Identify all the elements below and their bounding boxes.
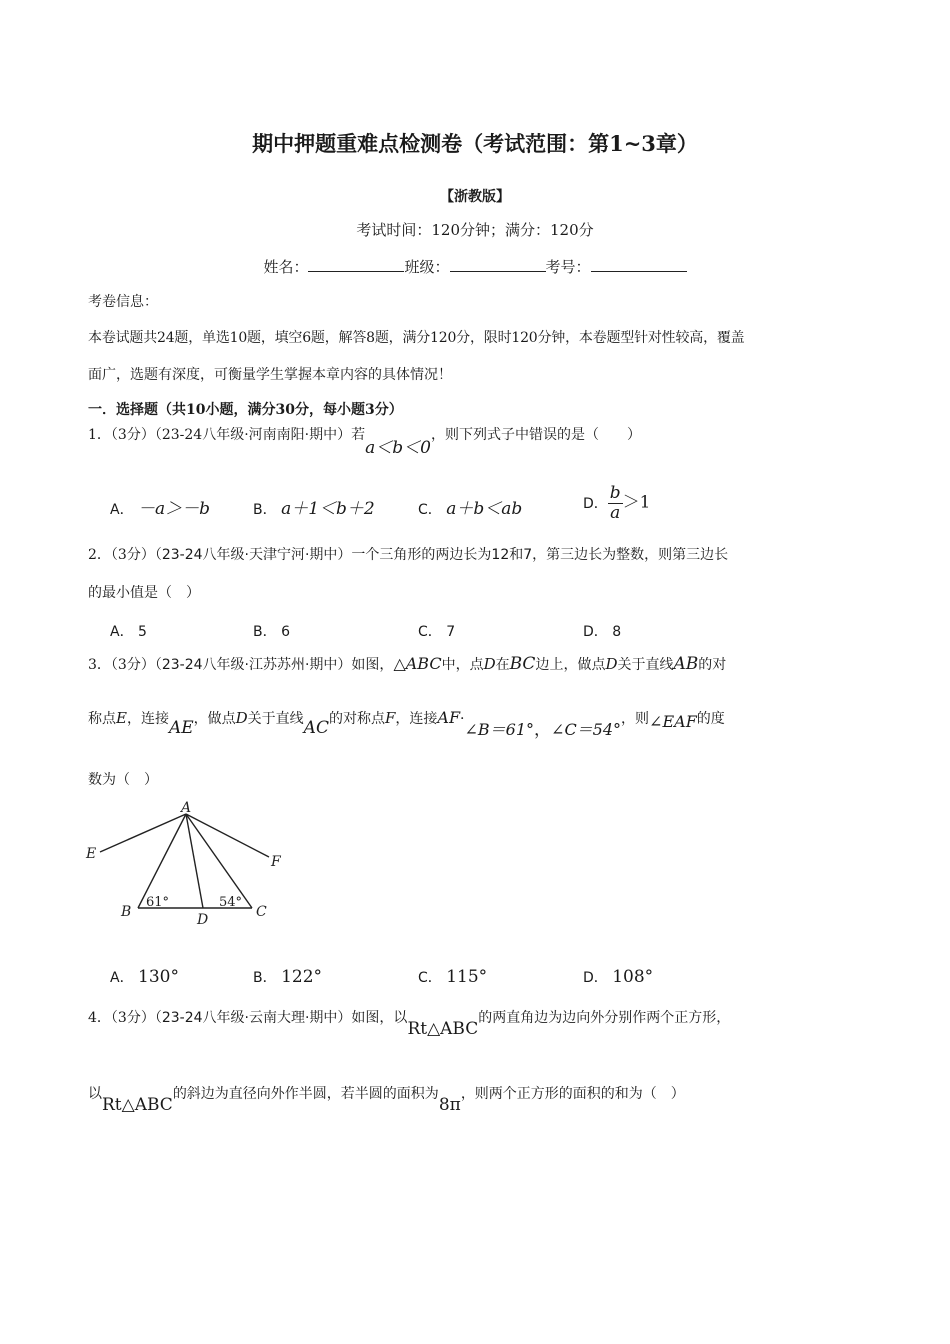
question-2-line-2: 的最小值是（ ） xyxy=(88,585,200,601)
q3-option-c[interactable]: C． 115° xyxy=(418,967,488,987)
q2-option-d[interactable]: D． 8 xyxy=(583,624,622,640)
exam-time: 考试时间：120分钟；满分：120分 xyxy=(356,221,594,239)
question-4-line-1: 4．（3分）（23-24八年级·云南大理·期中）如图，以Rt△ABC的两直角边为边向外分别作两个正方形， xyxy=(88,1010,731,1039)
q3-option-d[interactable]: D． 108° xyxy=(583,967,654,987)
label-f: F xyxy=(271,854,281,870)
label-a: A xyxy=(181,800,192,816)
label-angle-b: 61° xyxy=(146,895,170,910)
section-heading: 一．选择题（共10小题，满分30分，每小题3分） xyxy=(88,402,403,418)
class-field[interactable] xyxy=(450,257,546,272)
question-1-stem xyxy=(88,424,641,458)
q1-source: （23-24八年级·河南南阳·期中）若 xyxy=(154,427,366,443)
q3-triangle-figure xyxy=(84,800,294,932)
id-field[interactable] xyxy=(591,257,687,272)
line-af xyxy=(186,814,269,857)
line-ab xyxy=(138,814,186,908)
q2-option-c[interactable]: C． 7 xyxy=(418,624,456,640)
label-b: B xyxy=(121,904,132,920)
line-ad xyxy=(186,814,203,908)
q1-score: （3分） xyxy=(110,427,155,443)
q1-condition: a＜b＜0 xyxy=(365,438,431,458)
id-label: 考号： xyxy=(545,258,591,276)
question-3-line-2: 称点E，连接AE，做点D关于直线AC的对称点F，连接AF·∠B＝61°，∠C＝54°，则∠EAF的度 xyxy=(88,708,725,740)
label-d: D xyxy=(197,912,209,928)
intro-line-2: 面广，选题有深度，可衡量学生掌握本章内容的具体情况！ xyxy=(88,367,452,383)
q1-option-d-fraction: $\frac{b}{a}$ xyxy=(609,483,621,523)
label-e: E xyxy=(86,846,97,862)
question-2-line-1: 2．（3分）（23-24八年级·天津宁河·期中）一个三角形的两边长为12和7，第三边长为整数，则第三边长 xyxy=(88,547,729,563)
name-field[interactable] xyxy=(308,257,404,272)
page-title: 期中押题重难点检测卷（考试范围：第1~3章） xyxy=(252,131,698,156)
question-3-line-1: 3．（3分）（23-24八年级·江苏苏州·期中）如图，△ABC中，点D在BC边上，做点D关于直线AB的对 xyxy=(88,654,727,674)
line-ac xyxy=(186,814,252,908)
label-angle-c: 54° xyxy=(219,895,243,910)
q3-option-a[interactable]: A． 130° xyxy=(110,967,179,987)
question-3-line-3: 数为（ ） xyxy=(88,772,158,788)
q1-option-d[interactable]: D． $\frac{b}{a}$ ＞1 xyxy=(583,483,651,523)
class-label: 班级： xyxy=(404,258,450,276)
name-label: 姓名： xyxy=(263,258,309,276)
q2-option-b[interactable]: B． 6 xyxy=(253,624,290,640)
student-info-row xyxy=(0,256,950,277)
q2-option-a[interactable]: A． 5 xyxy=(110,624,147,640)
q1-option-a[interactable]: A． －a＞－b xyxy=(110,499,211,519)
intro-line-1: 本卷试题共24题，单选10题，填空6题，解答8题，满分120分，限时120分钟，本卷题型针对性较高，覆盖 xyxy=(88,330,745,346)
info-label: 考卷信息： xyxy=(88,294,158,310)
label-c: C xyxy=(256,904,267,920)
q1-tail: ，则下列式子中错误的是（ ） xyxy=(430,427,641,443)
q1-option-b[interactable]: B． a＋1＜b＋2 xyxy=(253,499,375,519)
q1-option-c[interactable]: C． a＋b＜ab xyxy=(418,499,523,519)
q1-number: 1． xyxy=(88,427,111,443)
q3-option-b[interactable]: B． 122° xyxy=(253,967,323,987)
edition-label: 【浙教版】 xyxy=(440,189,510,205)
question-4-line-2: 以Rt△ABC的斜边为直径向外作半圆，若半圆的面积为8π，则两个正方形的面积的和为（ ） xyxy=(88,1086,685,1115)
line-ae xyxy=(100,814,186,852)
